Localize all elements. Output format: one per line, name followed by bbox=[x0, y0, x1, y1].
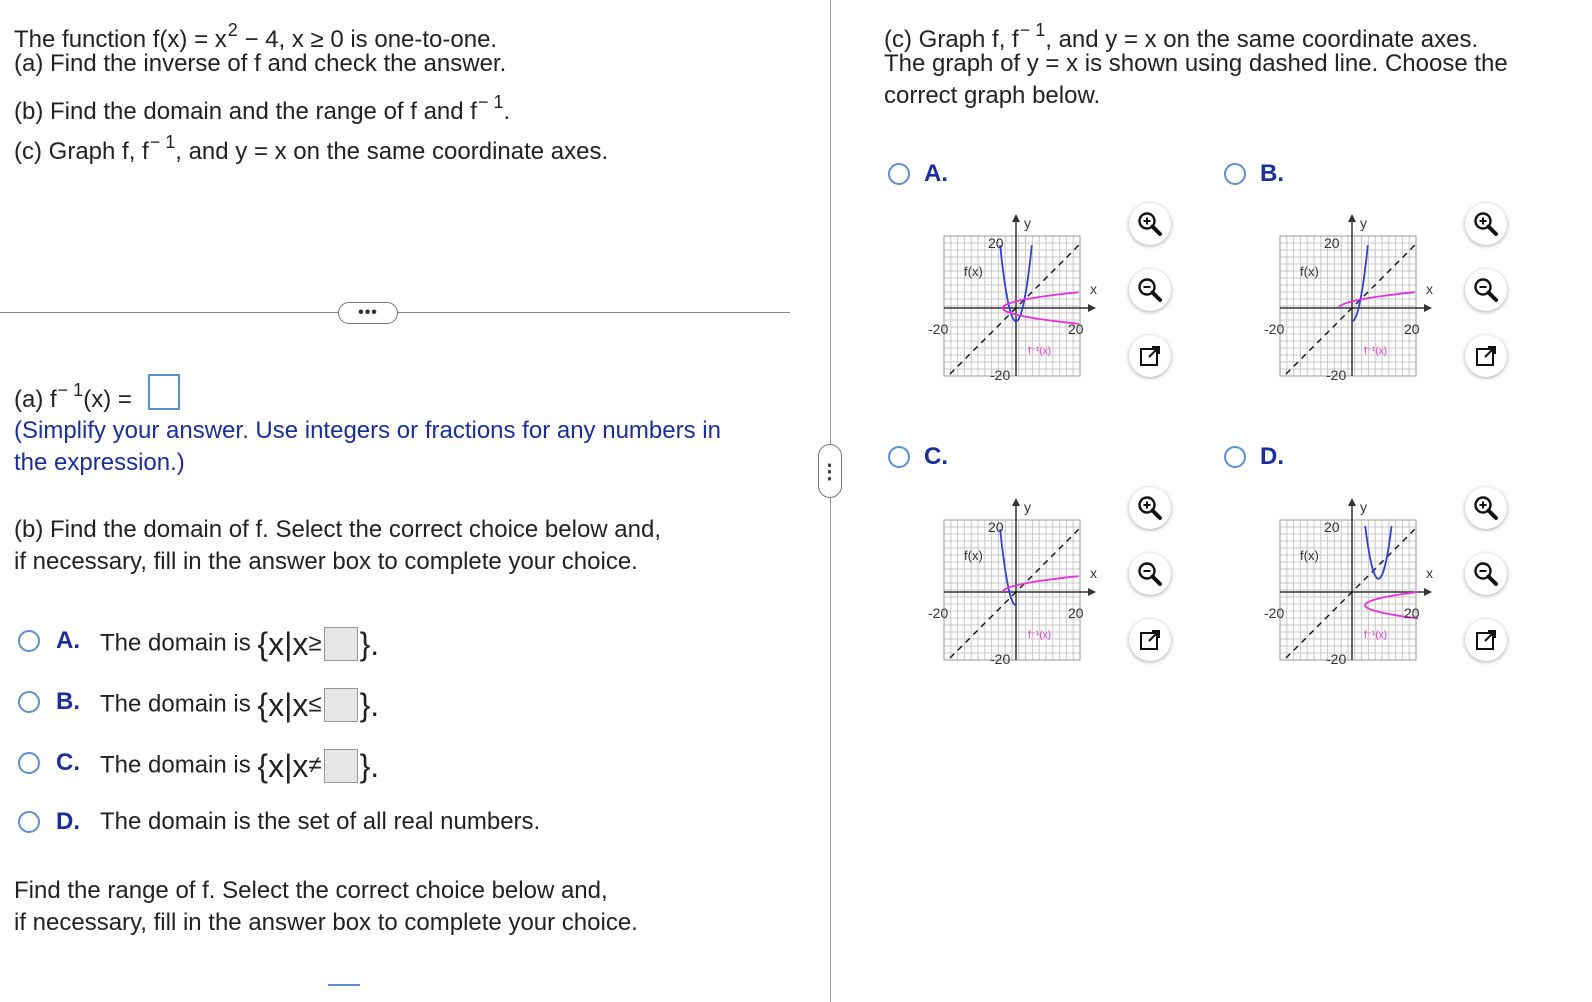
range-prompt-1: Find the range of f. Select the correct choice below and, bbox=[14, 877, 608, 904]
f-label: f(x) bbox=[964, 548, 983, 563]
range-prompt-2: if necessary, fill in the answer box to complete your choice. bbox=[14, 909, 638, 936]
y-min-label: -20 bbox=[1326, 651, 1347, 667]
graph-option-c-letter: C. bbox=[924, 443, 948, 470]
part-c-prompt-2: The graph of y = x is shown using dashed line. Choose the bbox=[884, 50, 1508, 77]
f-inverse-label: f⁻¹(x) bbox=[1028, 346, 1052, 357]
panel-splitter-handle[interactable]: ⋮ bbox=[818, 444, 842, 498]
x-axis-label: x bbox=[1090, 281, 1097, 297]
y-axis-arrow bbox=[1012, 214, 1020, 222]
zoom-out-button[interactable] bbox=[1129, 553, 1171, 595]
domain-option-a-text: The domain is {x|x≥ }. bbox=[100, 626, 380, 662]
inverse-answer-input[interactable] bbox=[148, 374, 180, 410]
open-window-icon bbox=[1473, 343, 1499, 369]
graph-option-b-letter: B. bbox=[1260, 160, 1284, 187]
y-max-label: 20 bbox=[988, 235, 1004, 251]
zoom-in-icon bbox=[1136, 494, 1164, 522]
panel-divider bbox=[830, 0, 831, 1002]
domain-option-b-letter: B. bbox=[56, 688, 80, 715]
y-max-label: 20 bbox=[988, 519, 1004, 535]
range-input-partial[interactable] bbox=[328, 984, 360, 990]
expand-button[interactable]: ••• bbox=[338, 302, 398, 324]
y-axis-label: y bbox=[1024, 215, 1031, 231]
zoom-out-icon bbox=[1136, 560, 1164, 588]
part-c-prompt-1: (c) Graph f, $f^{- 1}$, and y = x on the same coordinate axes. bbox=[884, 20, 1479, 53]
graph-option-c-radio[interactable] bbox=[888, 446, 910, 468]
x-axis-label: x bbox=[1426, 281, 1433, 297]
part-c-prompt-3: correct graph below. bbox=[884, 82, 1101, 109]
y-axis-arrow bbox=[1012, 498, 1020, 506]
graph-option-a[interactable] bbox=[924, 200, 1124, 390]
y-min-label: -20 bbox=[990, 651, 1011, 667]
zoom-in-icon bbox=[1472, 210, 1500, 238]
domain-option-c-input[interactable] bbox=[324, 749, 358, 783]
zoom-out-icon bbox=[1136, 276, 1164, 304]
zoom-in-button[interactable] bbox=[1129, 487, 1171, 529]
problem-line-1: The function $f(x) = x^2 - 4$, x ≥ 0 is one-to-one. bbox=[14, 20, 498, 53]
zoom-out-button[interactable] bbox=[1129, 269, 1171, 311]
zoom-out-icon bbox=[1472, 276, 1500, 304]
domain-option-b-radio[interactable] bbox=[18, 691, 40, 713]
zoom-out-button[interactable] bbox=[1465, 553, 1507, 595]
y-max-label: 20 bbox=[1324, 235, 1340, 251]
graph-option-d[interactable] bbox=[1260, 484, 1460, 674]
graph-option-a-letter: A. bbox=[924, 160, 948, 187]
part-a-instruction-2: the expression.) bbox=[14, 449, 185, 476]
x-max-label: 20 bbox=[1068, 605, 1084, 621]
y-axis-arrow bbox=[1348, 498, 1356, 506]
y-axis-arrow bbox=[1348, 214, 1356, 222]
problem-line-4: (c) Graph f, $f^{- 1}$, and y = x on the same coordinate axes. bbox=[14, 132, 609, 165]
domain-option-a-radio[interactable] bbox=[18, 630, 40, 652]
graph-option-b[interactable] bbox=[1260, 200, 1460, 390]
open-window-icon bbox=[1137, 627, 1163, 653]
x-min-label: -20 bbox=[1264, 605, 1285, 621]
domain-option-d-letter: D. bbox=[56, 808, 80, 835]
graph-option-b-radio[interactable] bbox=[1224, 163, 1246, 185]
part-a-label: (a) $f^{- 1}(x)$ = bbox=[14, 380, 132, 413]
domain-option-c-letter: C. bbox=[56, 749, 80, 776]
x-min-label: -20 bbox=[928, 321, 949, 337]
f-label: f(x) bbox=[1300, 548, 1319, 563]
domain-option-c-text: The domain is {x|x≠ }. bbox=[100, 748, 380, 784]
graph-option-d-radio[interactable] bbox=[1224, 446, 1246, 468]
y-axis-label: y bbox=[1360, 499, 1367, 515]
part-b-prompt-2: if necessary, fill in the answer box to complete your choice. bbox=[14, 548, 638, 575]
zoom-in-button[interactable] bbox=[1465, 487, 1507, 529]
x-axis-arrow bbox=[1424, 588, 1432, 596]
zoom-out-icon bbox=[1472, 560, 1500, 588]
graph-option-d-letter: D. bbox=[1260, 443, 1284, 470]
domain-option-a-input[interactable] bbox=[324, 627, 358, 661]
zoom-in-icon bbox=[1136, 210, 1164, 238]
open-in-window-button[interactable] bbox=[1465, 619, 1507, 661]
x-axis-label: x bbox=[1090, 565, 1097, 581]
domain-option-b-input[interactable] bbox=[324, 688, 358, 722]
domain-option-d-radio[interactable] bbox=[18, 811, 40, 833]
part-a-instruction-1: (Simplify your answer. Use integers or fractions for any numbers in bbox=[14, 417, 721, 444]
y-axis-label: y bbox=[1024, 499, 1031, 515]
open-in-window-button[interactable] bbox=[1465, 335, 1507, 377]
zoom-in-icon bbox=[1472, 494, 1500, 522]
y-max-label: 20 bbox=[1324, 519, 1340, 535]
zoom-out-button[interactable] bbox=[1465, 269, 1507, 311]
f-inverse-label: f⁻¹(x) bbox=[1028, 630, 1052, 641]
x-max-label: 20 bbox=[1404, 605, 1420, 621]
x-min-label: -20 bbox=[928, 605, 949, 621]
f-inverse-label: f⁻¹(x) bbox=[1364, 630, 1388, 641]
part-b-prompt-1: (b) Find the domain of f. Select the correct choice below and, bbox=[14, 516, 662, 543]
domain-option-a-letter: A. bbox=[56, 627, 80, 654]
y-axis-label: y bbox=[1360, 215, 1367, 231]
problem-line-2: (a) Find the inverse of f and check the answer. bbox=[14, 50, 507, 77]
y-min-label: -20 bbox=[990, 367, 1011, 383]
domain-option-b-text: The domain is {x|x≤ }. bbox=[100, 687, 380, 723]
domain-option-d-text: The domain is the set of all real numbers. bbox=[100, 808, 541, 835]
open-window-icon bbox=[1137, 343, 1163, 369]
open-in-window-button[interactable] bbox=[1129, 619, 1171, 661]
zoom-in-button[interactable] bbox=[1129, 203, 1171, 245]
graph-option-c[interactable] bbox=[924, 484, 1124, 674]
open-window-icon bbox=[1473, 627, 1499, 653]
x-max-label: 20 bbox=[1404, 321, 1420, 337]
graph-option-a-radio[interactable] bbox=[888, 163, 910, 185]
domain-option-c-radio[interactable] bbox=[18, 752, 40, 774]
f-label: f(x) bbox=[964, 264, 983, 279]
open-in-window-button[interactable] bbox=[1129, 335, 1171, 377]
x-axis-arrow bbox=[1424, 304, 1432, 312]
zoom-in-button[interactable] bbox=[1465, 203, 1507, 245]
problem-line-3: (b) Find the domain and the range of f and $f^{- 1}$. bbox=[14, 92, 511, 125]
y-min-label: -20 bbox=[1326, 367, 1347, 383]
x-max-label: 20 bbox=[1068, 321, 1084, 337]
x-min-label: -20 bbox=[1264, 321, 1285, 337]
x-axis-arrow bbox=[1088, 304, 1096, 312]
x-axis-label: x bbox=[1426, 565, 1433, 581]
f-label: f(x) bbox=[1300, 264, 1319, 279]
f-inverse-label: f⁻¹(x) bbox=[1364, 346, 1388, 357]
x-axis-arrow bbox=[1088, 588, 1096, 596]
